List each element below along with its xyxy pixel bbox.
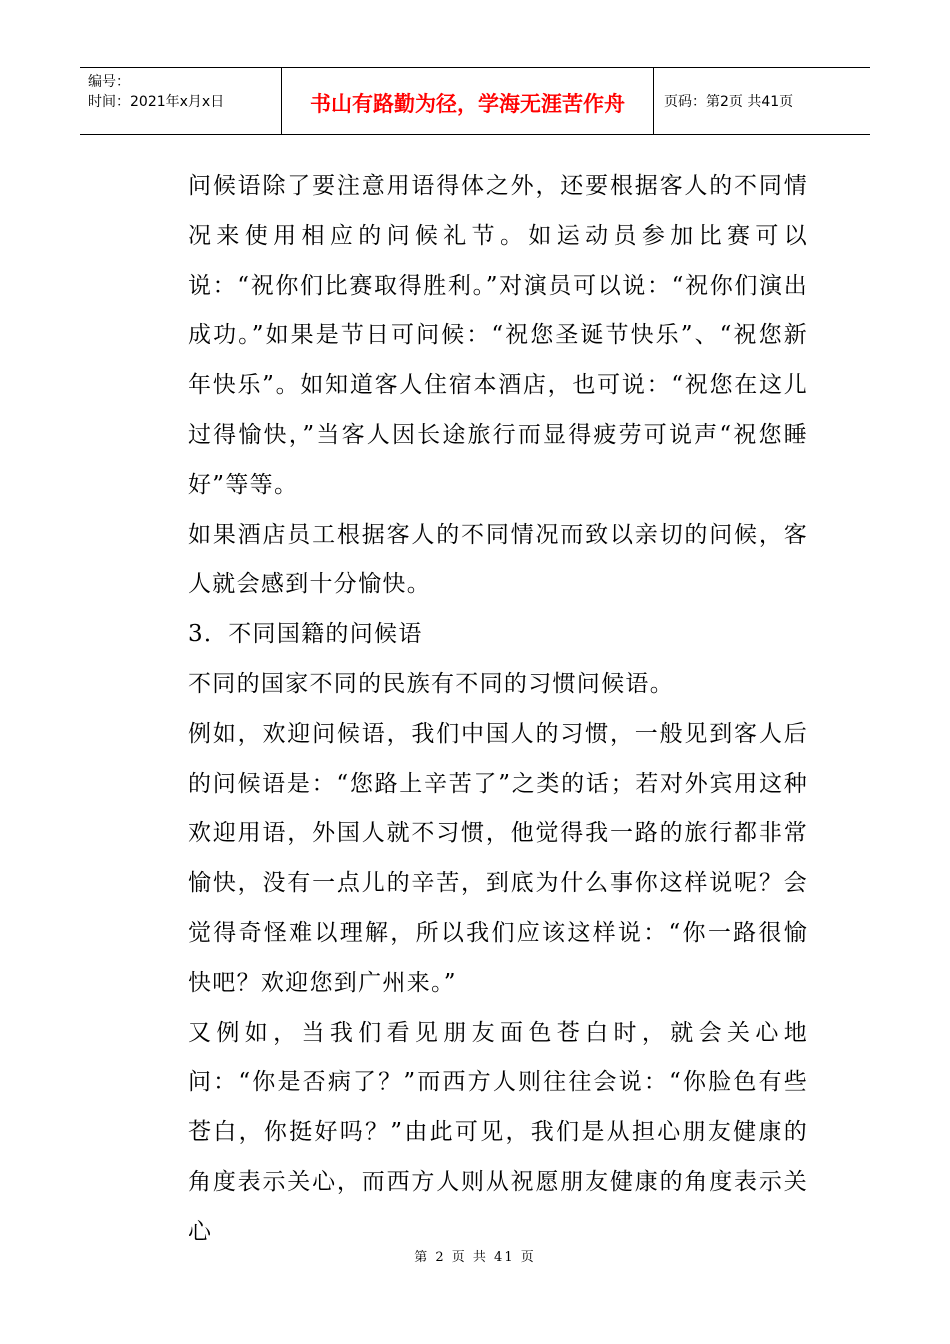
page-header: [80, 67, 870, 135]
paragraph: 问候语除了要注意用语得体之外，还要根据客人的不同情况来使用相应的问候礼节。如运动员参加比赛可以说：“祝你们比赛取得胜利。”对演员可以说：“祝你们演出成功。”如果是节日可问候：“祝您圣诞节快乐”、“祝您新年快乐”。如知道客人住宿本酒店，也可说：“祝您在这儿过得愉快，”当客人因长途旅行而显得疲劳可说声“祝您睡好”等等。: [188, 173, 808, 498]
paragraph: 不同的国家不同的民族有不同的习惯问候语。: [188, 670, 674, 697]
section-heading: 3．不同国籍的问候语: [188, 621, 423, 648]
header-page-info: 页码：第2页 共41页: [664, 94, 794, 110]
document-time-label: 时间：2021年x月x日: [88, 94, 225, 110]
document-number-label: 编号：: [88, 74, 130, 90]
header-motto: 书山有路勤为径，学海无涯苦作舟: [282, 68, 654, 134]
header-meta-cell: [80, 68, 282, 134]
page-footer: 第 2 页 共 41 页: [414, 1250, 536, 1265]
document-body: [188, 162, 808, 1258]
paragraph: 例如，欢迎问候语，我们中国人的习惯，一般见到客人后的问候语是：“您路上辛苦了”之类的话；若对外宾用这种欢迎用语，外国人就不习惯，他觉得我一路的旅行都非常愉快，没有一点儿的辛苦，到底为什么事你这样说呢？会觉得奇怪难以理解，所以我们应该这样说：“你一路很愉快吧？欢迎您到广州来。”: [188, 720, 808, 996]
paragraph: 如果酒店员工根据客人的不同情况而致以亲切的问候，客人就会感到十分愉快。: [188, 521, 808, 598]
paragraph: 又例如，当我们看见朋友面色苍白时，就会关心地问：“你是否病了？”而西方人则往往会说：“你脸色有些苍白，你挺好吗？”由此可见，我们是从担心朋友健康的角度表示关心，而西方人则从祝愿朋友健康的角度表示关心: [188, 1019, 808, 1245]
